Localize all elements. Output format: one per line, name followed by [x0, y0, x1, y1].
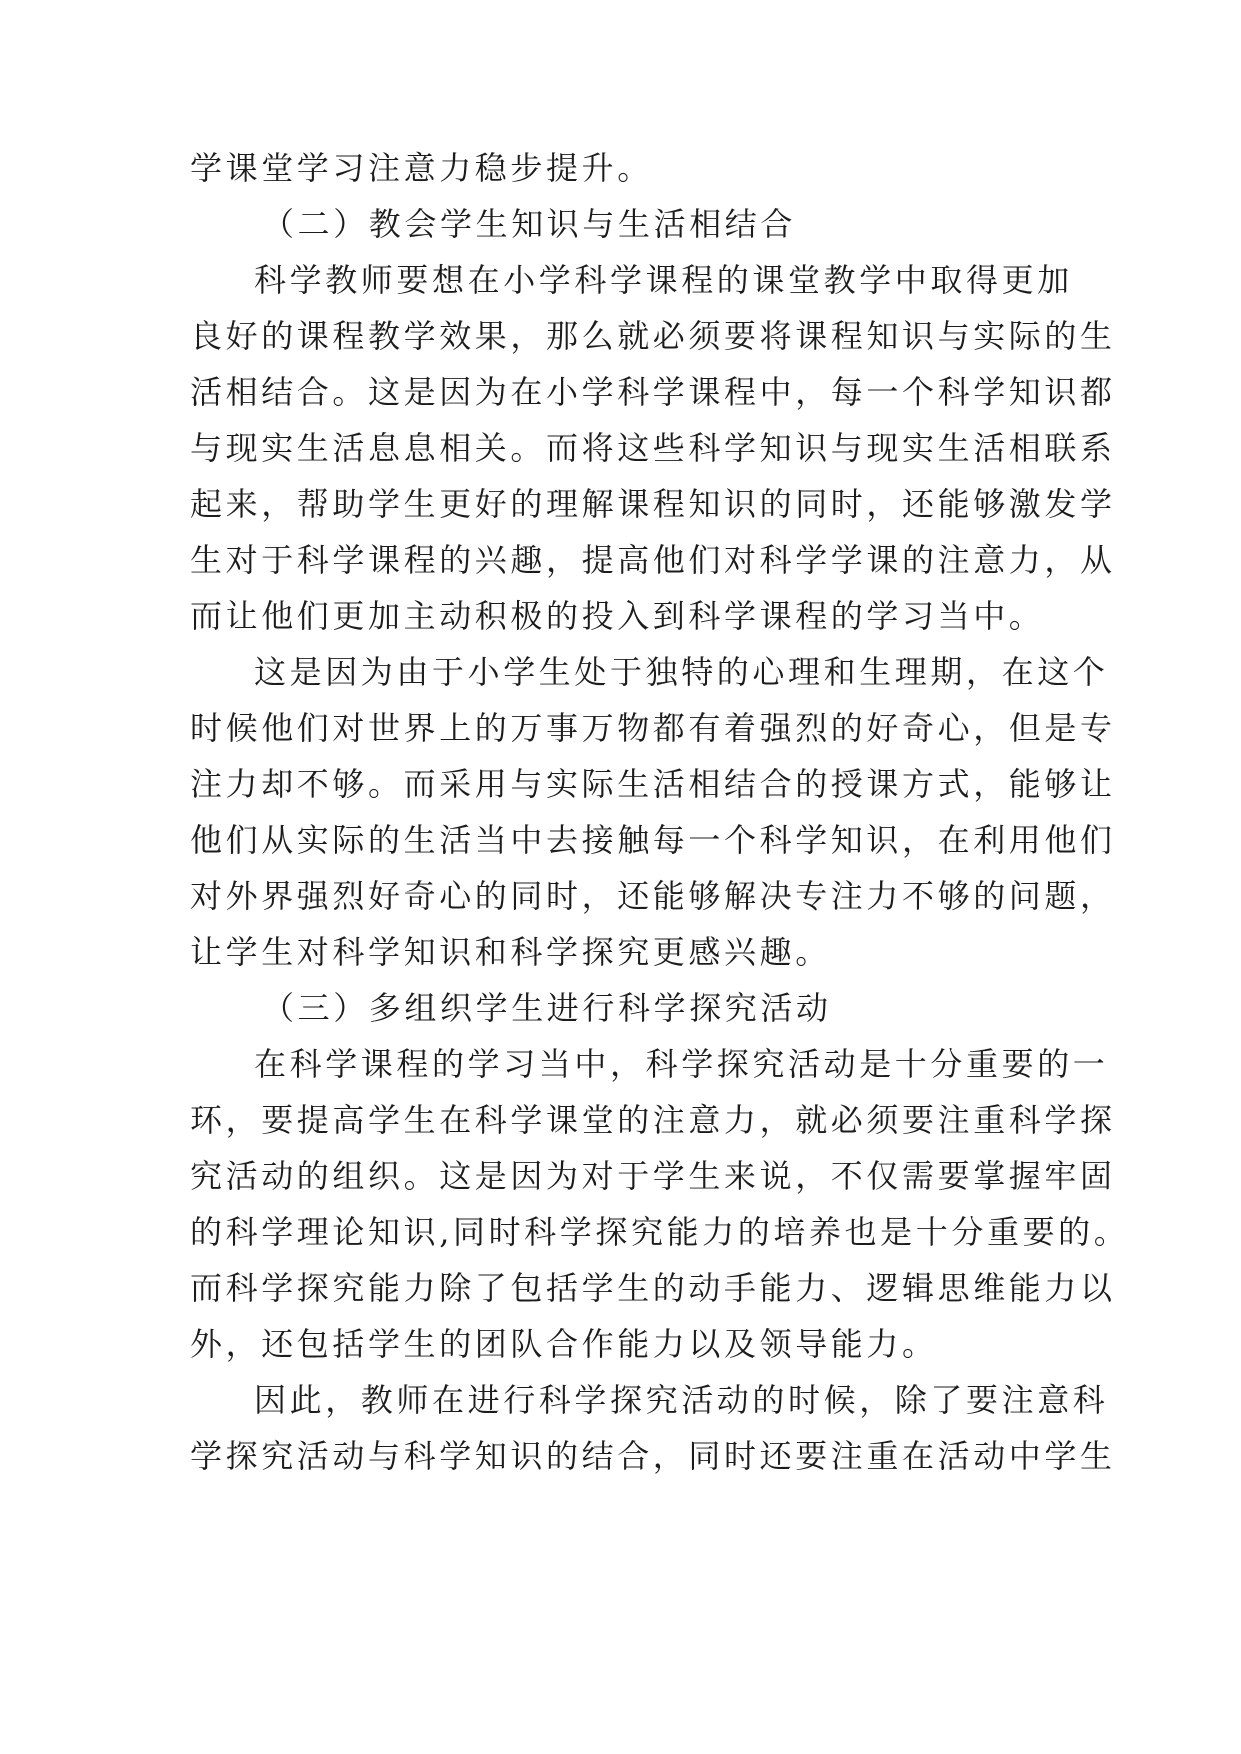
body-text-line: 时候他们对世界上的万事万物都有着强烈的好奇心，但是专 [190, 709, 1116, 747]
body-text-line: 而科学探究能力除了包括学生的动手能力、逻辑思维能力以 [190, 1269, 1116, 1307]
body-text-line: 让学生对科学知识和科学探究更感兴趣。 [190, 933, 831, 971]
body-text-line: 学探究活动与科学知识的结合，同时还要注重在活动中学生 [190, 1437, 1116, 1475]
body-text-line: 环，要提高学生在科学课堂的注意力，就必须要注重科学探 [190, 1101, 1116, 1139]
body-text-line: 生对于科学课程的兴趣，提高他们对科学学课的注意力，从 [190, 541, 1116, 579]
body-text-line: 学课堂学习注意力稳步提升。 [190, 149, 653, 187]
body-text-line: 活相结合。这是因为在小学科学课程中，每一个科学知识都 [190, 373, 1116, 411]
body-text-line: 这是因为由于小学生处于独特的心理和生理期，在这个 [254, 653, 1109, 691]
body-text-line: 良好的课程教学效果，那么就必须要将课程知识与实际的生 [190, 317, 1116, 355]
body-text-line: 科学教师要想在小学科学课程的课堂教学中取得更加 [254, 261, 1073, 299]
body-text-line: 究活动的组织。这是因为对于学生来说，不仅需要掌握牢固 [190, 1157, 1116, 1195]
section-heading-2: （二）教会学生知识与生活相结合 [262, 205, 797, 243]
body-text-line: 注力却不够。而采用与实际生活相结合的授课方式，能够让 [190, 765, 1116, 803]
body-text-line: 他们从实际的生活当中去接触每一个科学知识，在利用他们 [190, 821, 1116, 859]
section-heading-3: （三）多组织学生进行科学探究活动 [262, 989, 832, 1027]
body-text-line: 而让他们更加主动积极的投入到科学课程的学习当中。 [190, 597, 1045, 635]
body-text-line: 因此，教师在进行科学探究活动的时候，除了要注意科 [254, 1381, 1109, 1419]
body-text-line: 起来，帮助学生更好的理解课程知识的同时，还能够激发学 [190, 485, 1116, 523]
body-text-line: 与现实生活息息相关。而将这些科学知识与现实生活相联系 [190, 429, 1116, 467]
body-text-line: 的科学理论知识,同时科学探究能力的培养也是十分重要的。 [190, 1213, 1130, 1251]
body-text-line: 对外界强烈好奇心的同时，还能够解决专注力不够的问题， [190, 877, 1116, 915]
body-text-line: 在科学课程的学习当中，科学探究活动是十分重要的一 [254, 1045, 1109, 1083]
body-text-line: 外，还包括学生的团队合作能力以及领导能力。 [190, 1325, 938, 1363]
